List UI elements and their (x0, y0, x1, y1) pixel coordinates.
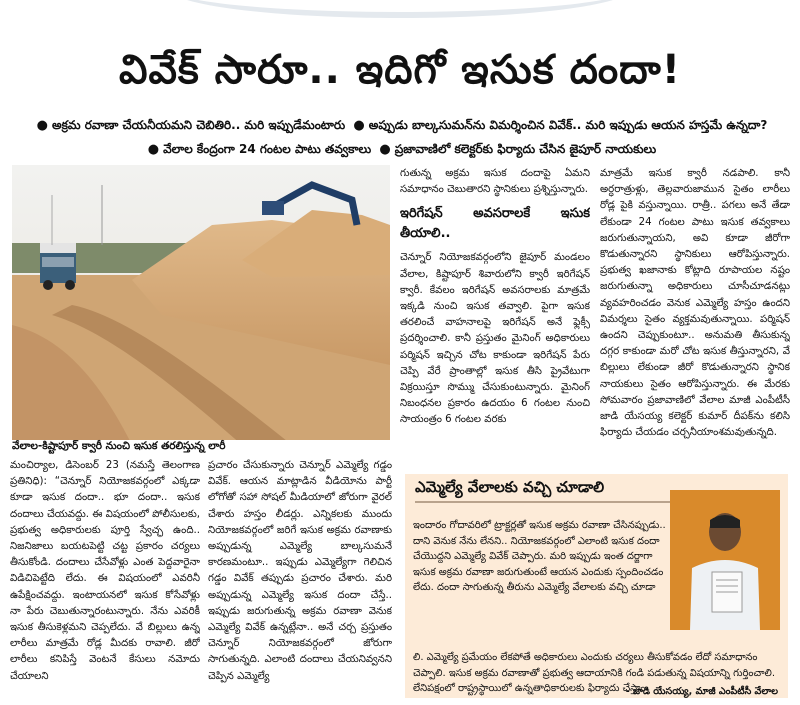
subline-2a: వేలాల కేంద్రంగా 24 గంటల పాటు తవ్వకాలు (163, 142, 372, 156)
portrait-photo (670, 490, 780, 630)
headline: వివేక్ సారూ.. ఇదిగో ఇసుక దందా! (119, 47, 681, 93)
quote-box-text-cont: లి. ఎమ్మెల్యే ప్రమేయం లేకపోతే అధికారులు ఎందుకు చర్యలు తీసుకోవడం లేదో సమాధానం చెప్పాలి. ఇసుక అక్రమ రవాణాతో ప్రభుత్వ ఆదాయానికి గండి పడుతున్న విషయాన్ని గుర్తించాలి. లేనిపక్షంలో రాష్ట్రస్థాయిలో ఉన్నతాధికారులకు ఫిర్యాదు చేస్తాం. (413, 652, 776, 694)
sand-quarry-photo (12, 165, 390, 445)
subheading: ఇరిగేషన్ అవసరాలకే ఇసుక తీయాలి.. (400, 206, 590, 242)
col4-text: మాత్రమే ఇసుక క్వారీ నడపాలి. కానీ అర్ధరాత్రుళ్లు, తెల్లవారుజామున సైతం లారీలు రోడ్ల పైకి వస్తున్నాయి. రాత్రీ.. పగలు అనే తేడా లేకుండా 24 గంటల పాటు ఇసుక తవ్వకాలు జరుగుతున్నాయని, అవి కూడా జీరోగా కొడుతున్నారని స్థానికులు ఆరోపిస్తున్నారు. ప్రభుత్వ ఖజానాకు కోట్లాది రూపాయల నష్టం జరుగుతున్నా అధికారులు చూసీచూడనట్లు వ్యవహరించడం వెనుక ఎమ్మెల్యే హస్తం ఉందని విమర్శలు సైతం వ్యక్తమవుతున్నాయి. పర్మిషన్ ఉందని చెప్పుకుంటూ.. అనుమతి తీసుకున్న దగ్గర కాకుండా మరో చోట ఇసుక తీస్తున్నారని, వే బిల్లులు లేకుండా జీరో కొడుతున్నారని స్థానిక నాయకులు సైతం ఆరోపిస్తున్నారు. ఈ మేరకు సోమవారం ప్రజావాణిలో వేలాల మాజీ ఎంపీటీసీ జాడి యేసయ్య కలెక్టర్ కుమార్ దీపక్‌ను కలిసి ఫిర్యాదు చేయడం చర్చనీయాంశమవుతున్నది. (600, 168, 790, 439)
photo-caption: వేలాల-కిష్టాపూర్ క్వారీ నుంచి ఇసుక తరలిస్తున్న లారీ (10, 440, 390, 456)
quote-box-title: ఎమ్మెల్యే వేలాలకు వచ్చి చూడాలి (415, 478, 605, 496)
col3-body-text: చెన్నూర్ నియోజకవర్గంలోని జైపూర్ మండలం వేలాల, కిష్టాపూర్ శివారులోని క్వారీ ఇరిగేషన్ క్వారీ. కేవలం ఇరిగేషన్ అవసరాలకు మాత్రమే ఇక్కడి నుంచి ఇసుక తవ్వాలి. పైగా ఇసుక తరలించే వాహనాలపై ఇరిగేషన్ అనే ఫ్లెక్సీ ప్రదర్శించాలి. కానీ ప్రస్తుతం మైనింగ్ అధికారులు పర్మిషన్ ఇచ్చిన చోట కాకుండా ఇరిగేషన్ పేరు చెప్పి వేరే ప్రాంతాల్లో ఇసుక తీసి ప్రైవేటుగా విక్రయిస్తూ సొమ్ము చేసుకుంటున్నారు. మైనింగ్ నిబంధనల ప్రకారం ఉదయం 6 గంటల నుంచి సాయంత్రం 6 గంటల వరకు (400, 252, 590, 426)
subline-1: ● అక్రమ రవాణా చేయనీయమని చెబితిరి.. మరి ఇప్పుడేమంటారు ● అప్పుడు బాల్కసుమన్‌ను విమర్శించిన వివేక్.. మరి ఇప్పుడు ఆయన హస్తమే ఉన్నదా? (36, 118, 768, 133)
col2-text: ప్రచారం చేసుకున్నారు చెన్నూర్ ఎమ్మెల్యే గడ్డం వివేక్. ఆయన మాట్లాడిన వీడియోను పార్టీ లోగోతో సహా సోషల్ మీడియాలో జోరుగా వైరల్ చేశారు హస్తం లీడర్లు. ఎన్నికలకు ముందు నియోజకవర్గంలో జరిగే ఇసుక అక్రమ రవాణాకు అప్పుడున్న ఎమ్మెల్యే బాల్కసుమనే కారణమంటూ.. ఇప్పుడు ఎమ్మెల్యేగా గెలిచిన గడ్డం వివేక్ తప్పుడు ప్రచారం చేశారు. మరి అప్పుడున్న ఎమ్మెల్యే ఇసుక దందా చేస్తే.. ఇప్పుడు జరుగుతున్న అక్రమ రవాణా వెనుక ఎమ్మెల్యే వివేక్ ఉన్నట్లేనా.. అనే చర్చ ప్రస్తుతం చెన్నూర్ నియోజకవర్గంలో జోరుగా సాగుతున్నది. ఎలాంటి దందాలు చేయనివ్వనని చెప్పిన ఎమ్మెల్యే (208, 460, 392, 682)
subline-2b: ప్రజావాణిలో కలెక్టర్‌కు ఫిర్యాదు చేసిన జైపూర్ నాయకులు (394, 142, 657, 156)
col1-text: మంచిర్యాల, డిసెంబర్ 23 (నమస్తే తెలంగాణ ప్రతినిధి): “చెన్నూర్ నియోజకవర్గంలో ఎక్కడా కూడా ఇసుక దందా.. భూ దందా.. ఇసుక దందాలు చేయవద్దు. ఈ విషయంలో పోలీసులకు, ప్రభుత్వ అధికారులకు పూర్తి స్వేచ్ఛ ఉంది.. నిజనిజాలు బయటపెట్టి చట్ట ప్రకారం చర్యలు తీసుకోండి. దందాలు చేసేవోళ్లు ఎంత పెద్దవారైనా విడిచిపెట్టేది లేదు. ఈ విషయంలో ఎవరినీ ఉపేక్షించవద్దు. ఇంటాయనలో ఇసుక కోసేవోళ్లు నా పేరు చెబుతున్నారంటున్నారు. నేను ఎవరికీ ఇసుక తీసుకెళ్లమని చెప్పలేదు. వే బిల్లులు ఉన్న లారీలు మాత్రమే రోడ్ల మీదకు రావాలి. జీరో లారీలు కనిపిస్తే వెంటనే కేసులు నమోదు చేయాలని (10, 460, 200, 682)
col3-top-text: గుతున్న అక్రమ ఇసుక దందాపై ఏమని సమాధానం చెబుతారని స్థానికులు ప్రశ్నిస్తున్నారు. (400, 168, 590, 196)
subline-1b: అప్పుడు బాల్కసుమన్‌ను విమర్శించిన వివేక్.. మరి ఇప్పుడు ఆయన హస్తమే ఉన్నదా? (368, 118, 768, 132)
subline-1a: అక్రమ రవాణా చేయనీయమని చెబితిరి.. మరి ఇప్పుడేమంటారు (51, 118, 346, 132)
article-column-3 (400, 166, 590, 466)
article-column-4 (600, 166, 790, 466)
quote-box-signature: - జాడి యేసయ్య, మాజీ ఎంపీటీసీ వేలాల (625, 686, 778, 697)
masthead-arc (170, 0, 630, 18)
quote-box-text: ఇందారం గోదావరిలో ట్రాక్టర్లతో ఇసుక అక్రమ రవాణా చేసినప్పుడు.. దాని వెనుక నేను లేనని.. నియోజకవర్గంలో ఎలాంటి ఇసుక దందా చేయొద్దని ఎమ్మెల్యే వివేక్ చెప్పారు. మరి ఇప్పుడు ఇంత దర్జాగా ఇసుక అక్రమ రవాణా జరుగుతుంటే ఆయన ఎందుకు స్పందించడం లేదు. దందా సాగుతున్న తీరును ఎమ్మెల్యే వేలాలకు వచ్చి చూడా (413, 520, 666, 593)
article-column-2 (208, 458, 392, 698)
article-column-1 (10, 458, 200, 698)
subline-2: ● వేలాల కేంద్రంగా 24 గంటల పాటు తవ్వకాలు ● ప్రజావాణిలో కలెక్టర్‌కు ఫిర్యాదు చేసిన జైపూర్ నాయకులు (147, 142, 657, 157)
